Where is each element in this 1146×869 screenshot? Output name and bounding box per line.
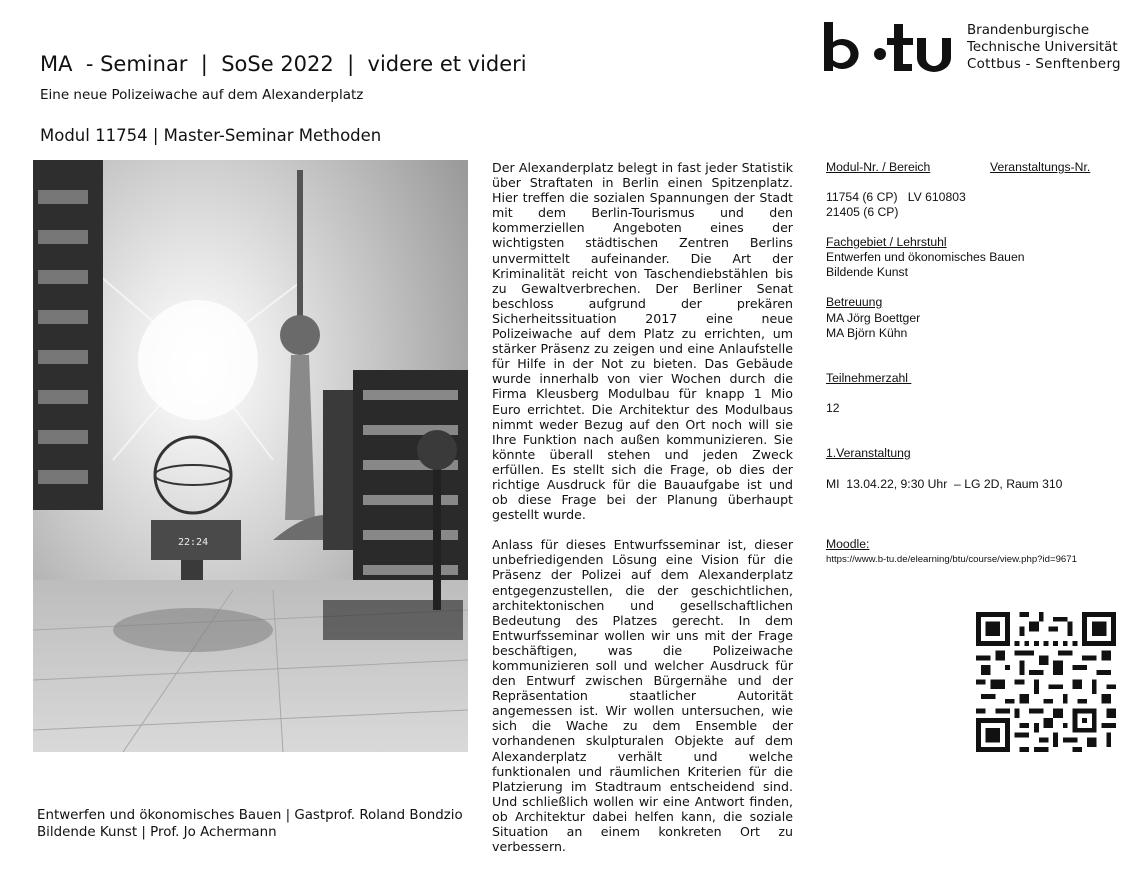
page-subtitle: Eine neue Polizeiwache auf dem Alexanderplatz — [40, 87, 364, 103]
veranstaltung1-value: MI 13.04.22, 9:30 Uhr – LG 2D, Raum 310 — [826, 477, 1063, 491]
credit-line-2: Bildende Kunst | Prof. Jo Achermann — [37, 825, 277, 840]
betreuung-heading: Betreuung — [826, 295, 883, 309]
university-name-line2: Technische Universität — [967, 40, 1118, 55]
university-name-line1: Brandenburgische — [967, 23, 1090, 38]
seminar-description — [492, 160, 793, 869]
qr-code[interactable] — [976, 612, 1116, 752]
moodle-link[interactable]: https://www.b-tu.de/elearning/btu/course/view.php?id=9671 — [826, 554, 1077, 565]
betreuung-value-2: MA Björn Kühn — [826, 326, 908, 340]
fachgebiet-value-1: Entwerfen und ökonomisches Bauen — [826, 250, 1025, 264]
university-name — [967, 22, 1121, 73]
footer-credits — [37, 807, 463, 841]
university-name-line3: Cottbus - Senftenberg — [967, 57, 1121, 72]
veranstaltung-heading: Veranstaltungs-Nr. — [990, 160, 1091, 174]
betreuung-value-1: MA Jörg Boettger — [826, 311, 921, 325]
modul-heading: Modul-Nr. / Bereich — [826, 160, 931, 174]
teilnehmer-value: 12 — [826, 401, 840, 415]
modul-value-2: 21405 (6 CP) — [826, 205, 899, 219]
description-paragraph-2: Anlass für dieses Entwurfsseminar ist, dieser unbefriedigenden Lösung eine Vision für die Präsenz der Polizei auf dem Alexanderplatz entgegenzustellen, die der geschichtlichen, architektonischen und gesellschaftlichen Bedeutung des Platzes gerecht. In dem Entwurfsseminar wollen wir uns mit der Frage beschäftigen, was die Polizeiwache kommunizieren soll und welcher Ausdruck für den Entwurf zwischen Bürgernähe und der Repräsentation staatlicher Autorität angemessen ist. Wir wollen untersuchen, wie sich die Wache zu dem Ensemble der vorhandenen skulpturalen Objekte auf dem Alexanderplatz verhält und welche funktionalen und räumlichen Kriterien für die Platzierung im Stadtraum entscheidend sind. Und schließlich wollen wir eine Antwort finden, ob Architektur dabei helfen kann, die soziale Situation an einem konkreten Ort zu verbessern. — [492, 537, 793, 855]
alexanderplatz-photo — [33, 160, 468, 752]
moodle-heading: Moodle: — [826, 537, 870, 551]
veranstaltung1-heading: 1.Veranstaltung — [826, 446, 911, 460]
teilnehmer-heading: Teilnehmerzahl — [826, 371, 912, 385]
world-clock-display: 22:24 — [178, 537, 209, 548]
credit-line-1: Entwerfen und ökonomisches Bauen | Gastprof. Roland Bondzio — [37, 808, 463, 823]
modul-value-1: 11754 (6 CP) LV 610803 — [826, 190, 966, 204]
page-title: MA - Seminar | SoSe 2022 | videre et videri — [40, 52, 527, 76]
fachgebiet-heading: Fachgebiet / Lehrstuhl — [826, 235, 947, 249]
fachgebiet-value-2: Bildende Kunst — [826, 265, 908, 279]
module-heading: Modul 11754 | Master-Seminar Methoden — [40, 126, 382, 145]
description-paragraph-1: Der Alexanderplatz belegt in fast jeder Statistik über Straftaten in Berlin einen Spitzenplatz. Hier treffen die sozialen Spannungen der Stadt mit dem Berlin-Tourismus und den kommerziellen Angeboten eines der wichtigsten städtischen Zentren Berlins unvermittelt aufeinander. Die Art der Kriminalität reicht von Taschendiebstählen bis zu Gewaltverbrechen. Der Berliner Senat beschloss aufgrund der prekären Sicherheitssituation 2017 eine neue Polizeiwache auf dem Platz zu errichten, um stärker Präsenz zu zeigen und eine Anlaufstelle für Hilfe in der Not zu bieten. Das Gebäude wurde innerhalb von vier Wochen durch die Firma Kleusberg Modulbau für knapp 1 Mio Euro errichtet. Die Architektur des Modulbaus nimmt weder Bezug auf den Ort noch will sie Ihre Funktion nach außen kommunizieren. Sie könnte überall stehen und jeden Zweck erfüllen. Es stellt sich die Frage, ob dies der richtige Ausdruck für die Bauaufgabe ist und ob diese Frage bei der Planung überhaupt gestellt wurde. — [492, 160, 793, 523]
